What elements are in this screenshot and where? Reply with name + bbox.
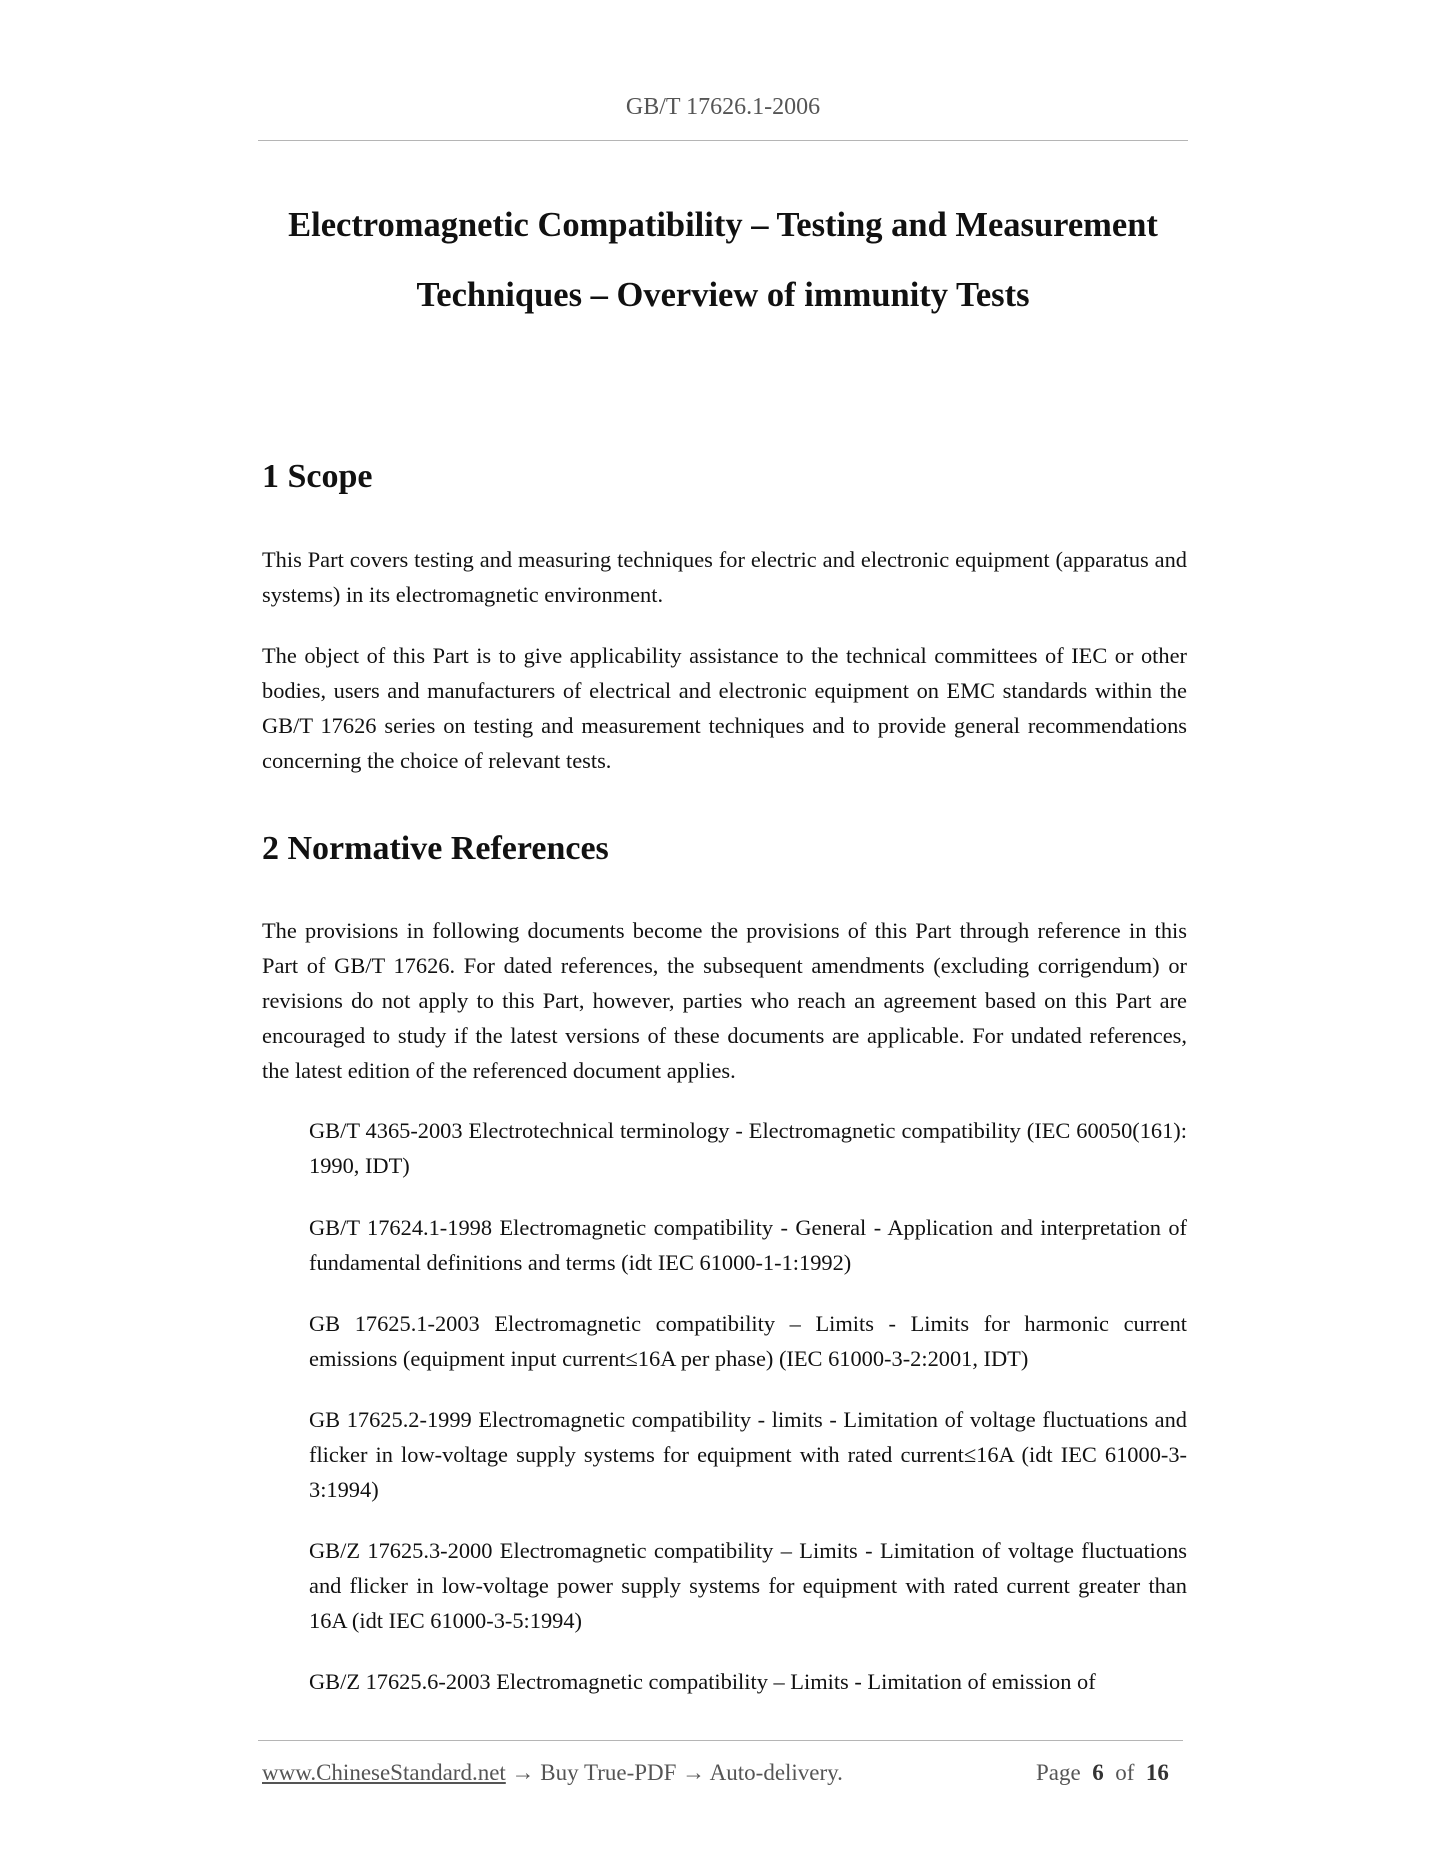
page-indicator	[1036, 1760, 1169, 1786]
current-page-number: 6	[1092, 1760, 1104, 1785]
running-header: GB/T 17626.1-2006	[625, 94, 821, 120]
scope-paragraph-2: The object of this Part is to give applicability assistance to the technical committees of IEC or other bodies, users and manufacturers of electrical and electronic equipment on EMC standards within the GB/T 17626 series on testing and measurement techniques and to provide general recommendations concerning the choice of relevant tests.	[262, 643, 1187, 773]
site-link[interactable]: www.ChineseStandard.net	[262, 1760, 506, 1785]
footer-promo	[262, 1760, 843, 1786]
reference-item: GB 17625.2-1999 Electromagnetic compatibility - limits - Limitation of voltage fluctuations and flicker in low-voltage supply systems for equipment with rated current≤16A (idt IEC 61000-3-3:1994)	[309, 1407, 1187, 1502]
document-title-line-1: Electromagnetic Compatibility – Testing and Measurement	[288, 206, 1158, 244]
total-pages-number: 16	[1145, 1760, 1169, 1785]
header-divider	[258, 140, 1188, 141]
of-label: of	[1115, 1760, 1135, 1785]
footer-promo-text: → Buy True-PDF → Auto-delivery.	[505, 1760, 843, 1785]
reference-item: GB/Z 17625.6-2003 Electromagnetic compatibility – Limits - Limitation of emission of	[309, 1669, 1096, 1694]
document-title	[258, 190, 1188, 330]
scope-paragraph-1: This Part covers testing and measuring techniques for electric and electronic equipment (apparatus and systems) in its electromagnetic environment.	[262, 547, 1187, 607]
reference-item: GB/T 4365-2003 Electrotechnical terminology - Electromagnetic compatibility (IEC 60050(161): 1990, IDT)	[309, 1118, 1187, 1178]
page-label: Page	[1036, 1760, 1081, 1785]
section-heading-scope: 1 Scope	[262, 458, 373, 495]
footer-divider	[258, 1740, 1183, 1741]
reference-item: GB/Z 17625.3-2000 Electromagnetic compatibility – Limits - Limitation of voltage fluctuations and flicker in low-voltage power supply systems for equipment with rated current greater than 16A (idt IEC 61000-3-5:1994)	[309, 1538, 1187, 1633]
reference-item: GB/T 17624.1-1998 Electromagnetic compatibility - General - Application and interpretation of fundamental definitions and terms (idt IEC 61000-1-1:1992)	[309, 1215, 1187, 1275]
references-intro-paragraph: The provisions in following documents become the provisions of this Part through reference in this Part of GB/T 17626. For dated references, the subsequent amendments (excluding corrigendum) or revisions do not apply to this Part, however, parties who reach an agreement based on this Part are encouraged to study if the latest versions of these documents are applicable. For undated references, the latest edition of the referenced document applies.	[262, 918, 1187, 1083]
document-title-line-2: Techniques – Overview of immunity Tests	[416, 276, 1030, 314]
section-heading-normative-references: 2 Normative References	[262, 830, 609, 867]
reference-item: GB 17625.1-2003 Electromagnetic compatibility – Limits - Limits for harmonic current emissions (equipment input current≤16A per phase) (IEC 61000-3-2:2001, IDT)	[309, 1311, 1187, 1371]
